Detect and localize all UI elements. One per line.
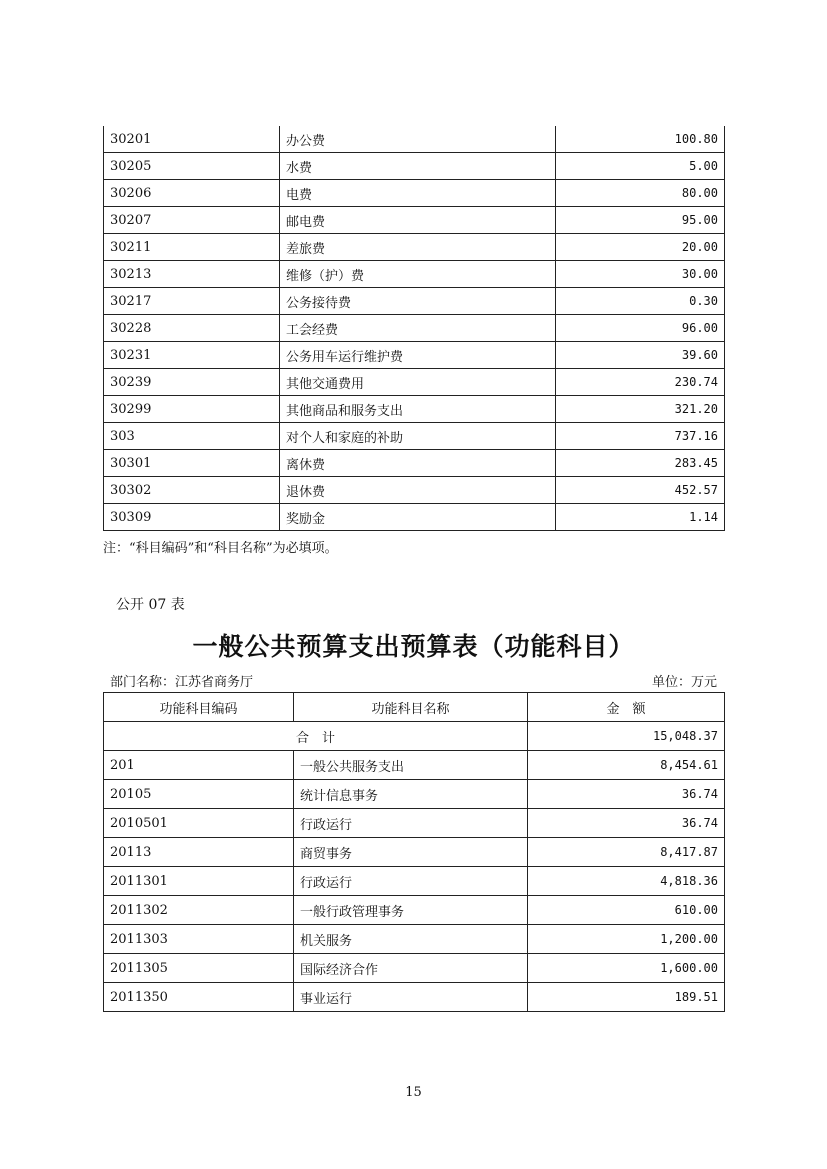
- cell-code: 30206: [104, 180, 280, 207]
- cell-code: 30231: [104, 342, 280, 369]
- cell-code: 30228: [104, 315, 280, 342]
- total-label: 合 计: [104, 722, 528, 751]
- table-row: [104, 153, 725, 180]
- table-row: [104, 207, 725, 234]
- cell-code: 2011301: [104, 867, 294, 896]
- cell-name: 奖励金: [280, 504, 556, 531]
- cell-name: 事业运行: [294, 983, 528, 1012]
- cell-code: 30217: [104, 288, 280, 315]
- total-amount: 15,048.37: [528, 722, 725, 751]
- table-row: [104, 450, 725, 477]
- table-row: [104, 809, 725, 838]
- header-amount: 金 额: [528, 693, 725, 722]
- cell-code: 30211: [104, 234, 280, 261]
- table-row: [104, 504, 725, 531]
- cell-code: 303: [104, 423, 280, 450]
- table-row: [104, 780, 725, 809]
- cell-name: 工会经费: [280, 315, 556, 342]
- table-row: [104, 896, 725, 925]
- cell-code: 2011305: [104, 954, 294, 983]
- cell-name: 退休费: [280, 477, 556, 504]
- cell-amount: 8,417.87: [528, 838, 725, 867]
- cell-amount: 39.60: [556, 342, 725, 369]
- cell-amount: 283.45: [556, 450, 725, 477]
- header-name: 功能科目名称: [294, 693, 528, 722]
- cell-name: 行政运行: [294, 867, 528, 896]
- cell-code: 201: [104, 751, 294, 780]
- cell-name: 离休费: [280, 450, 556, 477]
- table-row: [104, 342, 725, 369]
- cell-name: 商贸事务: [294, 838, 528, 867]
- economic-classification-table: [103, 126, 725, 531]
- cell-code: 20105: [104, 780, 294, 809]
- cell-name: 差旅费: [280, 234, 556, 261]
- cell-code: 30205: [104, 153, 280, 180]
- cell-name: 邮电费: [280, 207, 556, 234]
- cell-amount: 8,454.61: [528, 751, 725, 780]
- cell-code: 30302: [104, 477, 280, 504]
- cell-code: 30201: [104, 126, 280, 153]
- table-row: [104, 477, 725, 504]
- table-note: 注：“科目编码”和“科目名称”为必填项。: [103, 541, 338, 556]
- table-row: [104, 423, 725, 450]
- cell-amount: 452.57: [556, 477, 725, 504]
- cell-name: 国际经济合作: [294, 954, 528, 983]
- page-title: 一般公共预算支出预算表（功能科目）: [192, 632, 635, 661]
- cell-amount: 95.00: [556, 207, 725, 234]
- table-row: [104, 288, 725, 315]
- cell-amount: 96.00: [556, 315, 725, 342]
- cell-name: 电费: [280, 180, 556, 207]
- functional-classification-table: [103, 692, 725, 1012]
- cell-amount: 610.00: [528, 896, 725, 925]
- cell-name: 其他交通费用: [280, 369, 556, 396]
- cell-amount: 321.20: [556, 396, 725, 423]
- table-row: [104, 954, 725, 983]
- total-row: [104, 722, 725, 751]
- page-number: 15: [405, 1085, 422, 1100]
- cell-name: 维修（护）费: [280, 261, 556, 288]
- table-header-row: [104, 693, 725, 722]
- cell-name: 一般行政管理事务: [294, 896, 528, 925]
- cell-amount: 80.00: [556, 180, 725, 207]
- table-row: [104, 838, 725, 867]
- cell-amount: 36.74: [528, 780, 725, 809]
- cell-name: 公务接待费: [280, 288, 556, 315]
- unit-label: 单位：万元: [651, 675, 717, 690]
- cell-code: 2011350: [104, 983, 294, 1012]
- cell-name: 水费: [280, 153, 556, 180]
- table-row: [104, 315, 725, 342]
- cell-amount: 189.51: [528, 983, 725, 1012]
- cell-name: 行政运行: [294, 809, 528, 838]
- cell-amount: 20.00: [556, 234, 725, 261]
- table-row: [104, 751, 725, 780]
- department-label: 部门名称：江苏省商务厅: [110, 675, 254, 690]
- table-row: [104, 180, 725, 207]
- table-row: [104, 234, 725, 261]
- cell-code: 20113: [104, 838, 294, 867]
- cell-code: 2010501: [104, 809, 294, 838]
- cell-code: 30207: [104, 207, 280, 234]
- table-tag: 公开 07 表: [116, 597, 185, 613]
- cell-name: 一般公共服务支出: [294, 751, 528, 780]
- table-row: [104, 126, 725, 153]
- cell-name: 办公费: [280, 126, 556, 153]
- table-row: [104, 983, 725, 1012]
- cell-name: 公务用车运行维护费: [280, 342, 556, 369]
- cell-code: 30213: [104, 261, 280, 288]
- table-row: [104, 369, 725, 396]
- table-row: [104, 925, 725, 954]
- cell-amount: 1.14: [556, 504, 725, 531]
- table-row: [104, 396, 725, 423]
- cell-amount: 1,600.00: [528, 954, 725, 983]
- cell-name: 其他商品和服务支出: [280, 396, 556, 423]
- cell-code: 30301: [104, 450, 280, 477]
- cell-amount: 100.80: [556, 126, 725, 153]
- cell-code: 2011303: [104, 925, 294, 954]
- cell-amount: 36.74: [528, 809, 725, 838]
- cell-name: 对个人和家庭的补助: [280, 423, 556, 450]
- cell-amount: 5.00: [556, 153, 725, 180]
- cell-name: 统计信息事务: [294, 780, 528, 809]
- table-row: [104, 261, 725, 288]
- cell-amount: 737.16: [556, 423, 725, 450]
- cell-amount: 4,818.36: [528, 867, 725, 896]
- cell-amount: 1,200.00: [528, 925, 725, 954]
- cell-amount: 230.74: [556, 369, 725, 396]
- cell-code: 30299: [104, 396, 280, 423]
- cell-amount: 30.00: [556, 261, 725, 288]
- cell-name: 机关服务: [294, 925, 528, 954]
- cell-code: 30309: [104, 504, 280, 531]
- cell-code: 30239: [104, 369, 280, 396]
- cell-amount: 0.30: [556, 288, 725, 315]
- table-row: [104, 867, 725, 896]
- cell-code: 2011302: [104, 896, 294, 925]
- header-code: 功能科目编码: [104, 693, 294, 722]
